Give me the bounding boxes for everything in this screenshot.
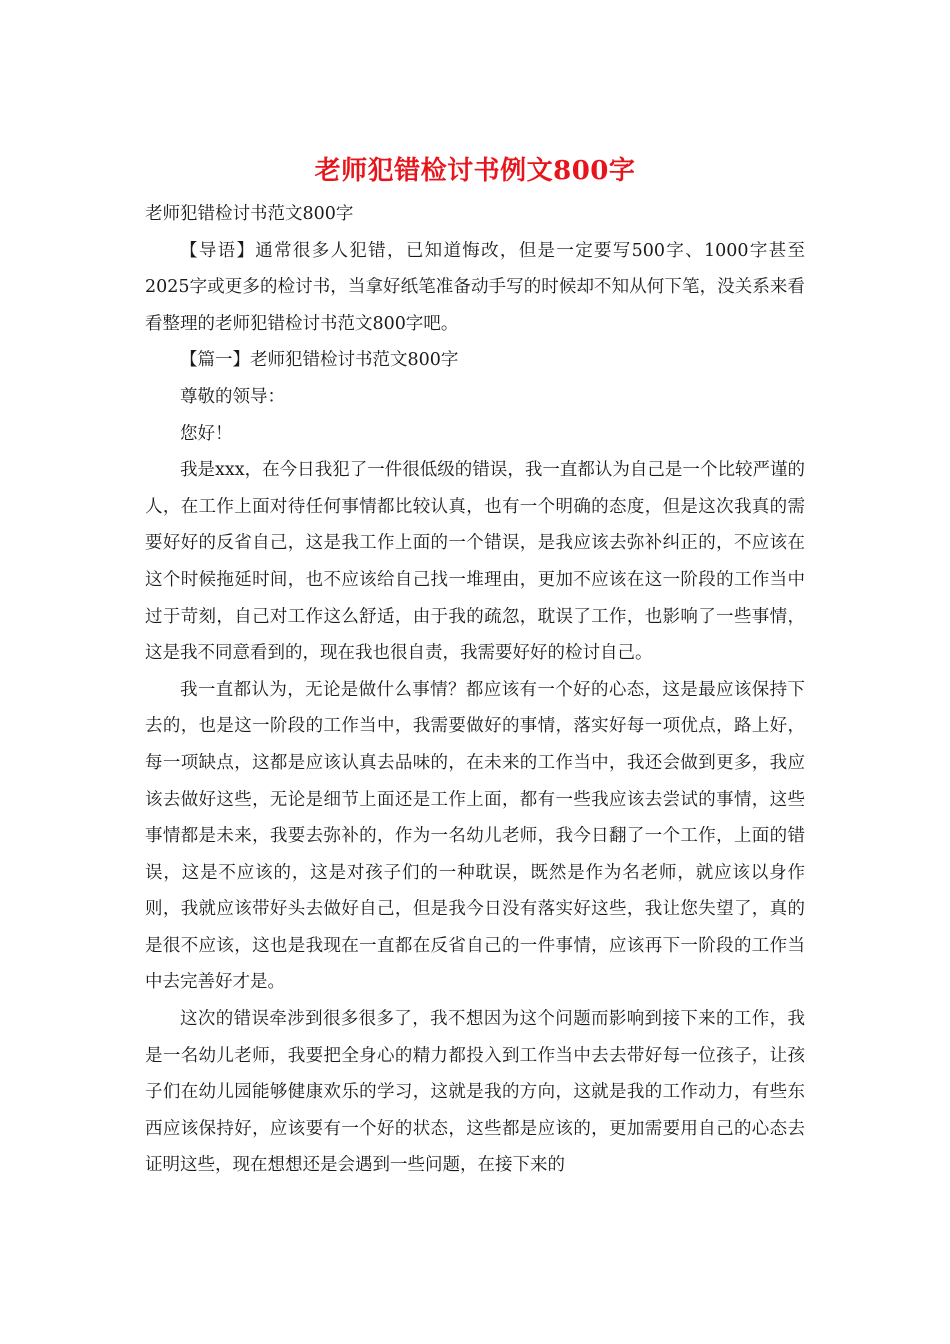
document-title: 老师犯错检讨书例文800字 — [314, 156, 636, 186]
paragraph-body-1: 我是xxx，在今日我犯了一件很低级的错误，我一直都认为自己是一个比较严谨的人，在工作上面对待任何事情都比较认真，也有一个明确的态度，但是这次我真的需要好好的反省自己，这是我工作上面的一个错误，是我应该去弥补纠正的，不应该在这个时候拖延时间，也不应该给自己找一堆理由，更加不应该在这一阶段的工作当中过于苛刻，自己对工作这么舒适，由于我的疏忽，耽误了工作，也影响了一些事情，这是我不同意看到的，现在我也很自责，我需要好好的检讨自己。 — [145, 460, 805, 664]
paragraph-section-heading: 【篇一】老师犯错检讨书范文800字 — [180, 350, 459, 371]
document-subtitle: 老师犯错检讨书范文800字 — [145, 204, 354, 224]
paragraph-body-3: 这次的错误牵涉到很多很多了，我不想因为这个问题而影响到接下来的工作，我是一名幼儿老师，我要把全身心的精力都投入到工作当中去去带好每一位孩子，让孩子们在幼儿园能够健康欢乐的学习，这就是我的方向，这就是我的工作动力，有些东西应该保持好，应该要有一个好的状态，这些都是应该的，更加需要用自己的心态去证明这些，现在想想还是会遇到一些问题，在接下来的 — [145, 1009, 805, 1176]
paragraph-body-2: 我一直都认为，无论是做什么事情？都应该有一个好的心态，这是最应该保持下去的，也是这一阶段的工作当中，我需要做好的事情，落实好每一项优点，路上好，每一项缺点，这都是应该认真去品味的，在未来的工作当中，我还会做到更多，我应该去做好这些，无论是细节上面还是工作上面，都有一些我应该去尝试的事情，这些事情都是未来，我要去弥补的，作为一名幼儿老师，我今日翻了一个工作，上面的错误，这是不应该的，这是对孩子们的一种耽误，既然是作为名老师，就应该以身作则，我就应该带好头去做好自己，但是我今日没有落实好这些，我让您失望了，真的是很不应该，这也是我现在一直都在反省自己的一件事情，应该再下一阶段的工作当中去完善好才是。 — [145, 679, 805, 993]
document-body — [145, 196, 805, 1184]
paragraph-salutation: 尊敬的领导： — [180, 386, 285, 407]
paragraph-intro: 【导语】通常很多人犯错，已知道悔改，但是一定要写500字、1000字甚至2025字或更多的检讨书，当拿好纸笔准备动手写的时候却不知从何下笔，没关系来看看整理的老师犯错检讨书范文800字吧。 — [145, 240, 805, 334]
paragraph-greeting: 您好！ — [180, 423, 233, 444]
